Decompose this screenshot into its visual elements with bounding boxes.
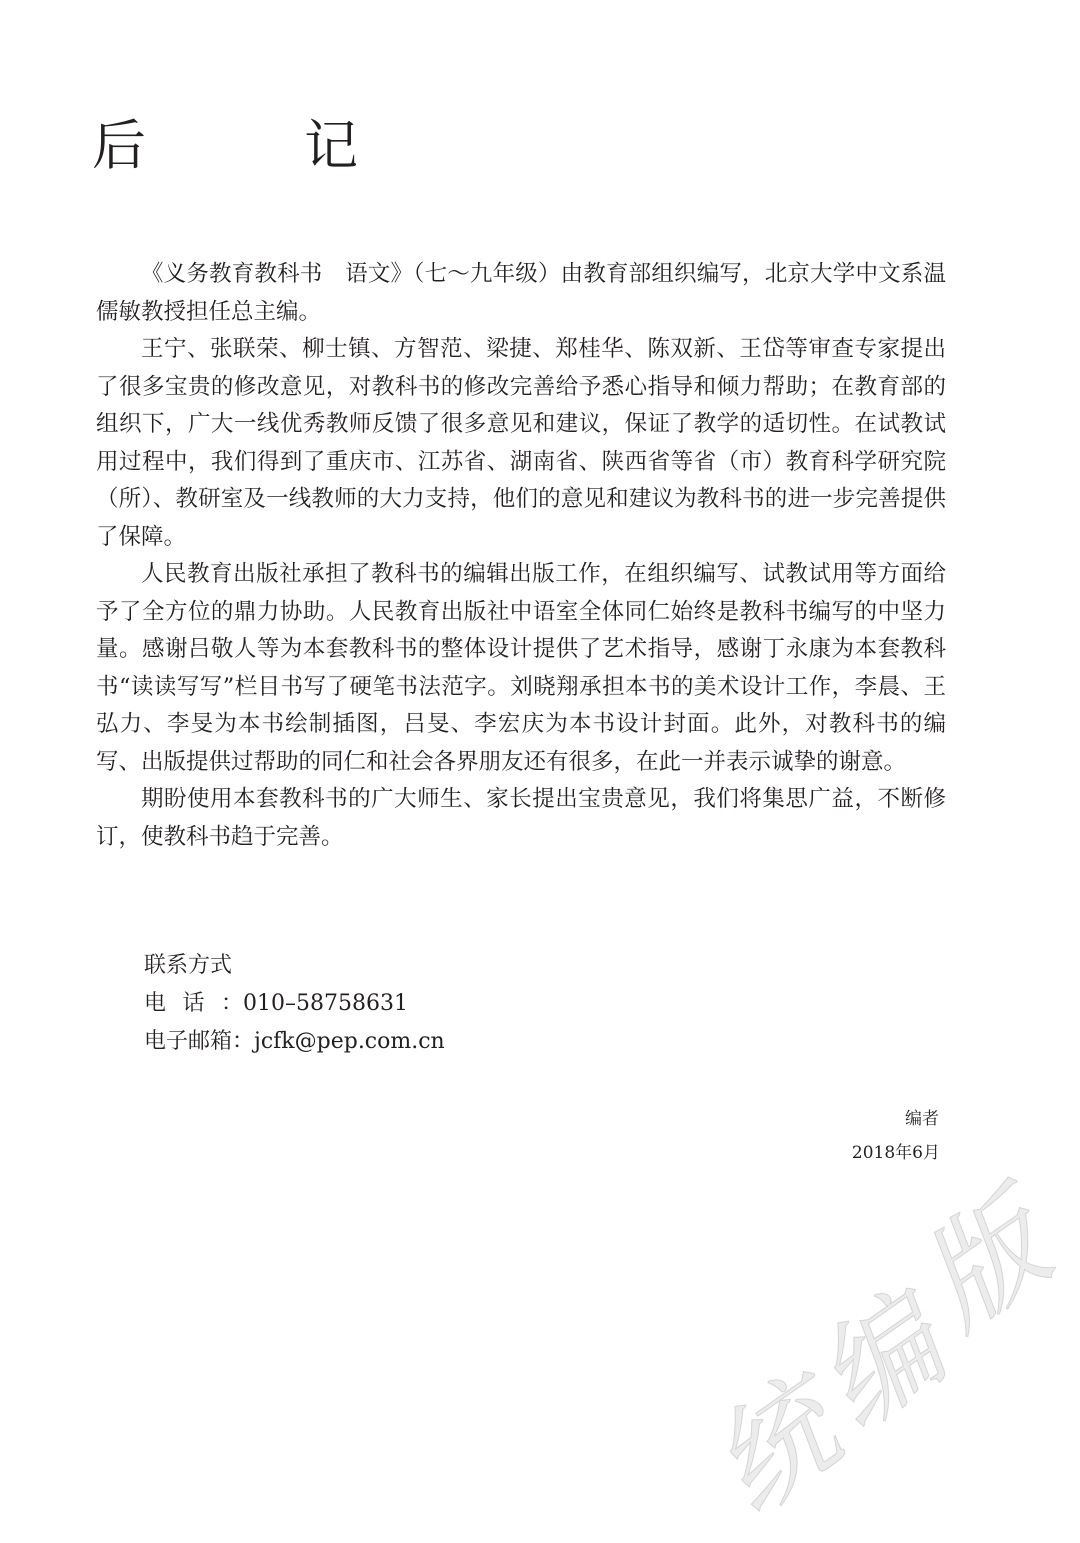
- phone-label: 电话：: [144, 991, 243, 1016]
- page-title: 后 记: [92, 114, 410, 177]
- watermark-char: 版: [896, 1172, 1073, 1354]
- contact-heading: 联系方式: [144, 953, 233, 978]
- contact-email: [144, 1023, 445, 1061]
- paragraph: 《义务教育教科书 语文》（七～九年级）由教育部组织编写，北京大学中文系温儒敏教授担任总主编。: [96, 261, 946, 325]
- watermark-char: 编: [791, 1272, 968, 1454]
- contact-phone: [144, 985, 445, 1023]
- email-label: 电子邮箱：: [144, 1029, 255, 1054]
- body-text: [96, 256, 946, 856]
- phone-value: 010–58758631: [243, 991, 408, 1016]
- signature: [852, 1102, 940, 1170]
- signature-date: 2018年6月: [851, 1143, 940, 1163]
- watermark: [686, 1150, 1073, 1539]
- paragraph: 人民教育出版社承担了教科书的编辑出版工作，在组织编写、试教试用等方面给予了全方位的鼎力协助。人民教育出版社中语室全体同仁始终是教科书编写的中坚力量。感谢吕敬人等为本套教科书的整体设计提供了艺术指导，感谢丁永康为本套教科书“读读写写”栏目书写了硬笔书法范字。刘晓翔承担本书的美术设计工作，李晨、王弘力、李旻为本书绘制插图，吕旻、李宏庆为本书设计封面。此外，对教科书的编写、出版提供过帮助的同仁和社会各界朋友还有很多，在此一并表示诚挚的谢意。: [96, 561, 946, 775]
- signature-author: 编者: [905, 1109, 939, 1129]
- email-value: jcfk@pep.com.cn: [254, 1029, 445, 1054]
- paragraph: 期盼使用本套教科书的广大师生、家长提出宝贵意见，我们将集思广益，不断修订，使教科书趋于完善。: [96, 786, 946, 850]
- watermark-char: 统: [686, 1357, 863, 1539]
- paragraph: 王宁、张联荣、柳士镇、方智范、梁捷、郑桂华、陈双新、王岱等审查专家提出了很多宝贵的修改意见，对教科书的修改完善给予悉心指导和倾力帮助；在教育部的组织下，广大一线优秀教师反馈了很多意见和建议，保证了教学的适切性。在试教试用过程中，我们得到了重庆市、江苏省、湖南省、陕西省等省（市）教育科学研究院（所）、教研室及一线教师的大力支持，他们的意见和建议为教科书的进一步完善提供了保障。: [96, 336, 946, 550]
- contact-info: [144, 947, 445, 1061]
